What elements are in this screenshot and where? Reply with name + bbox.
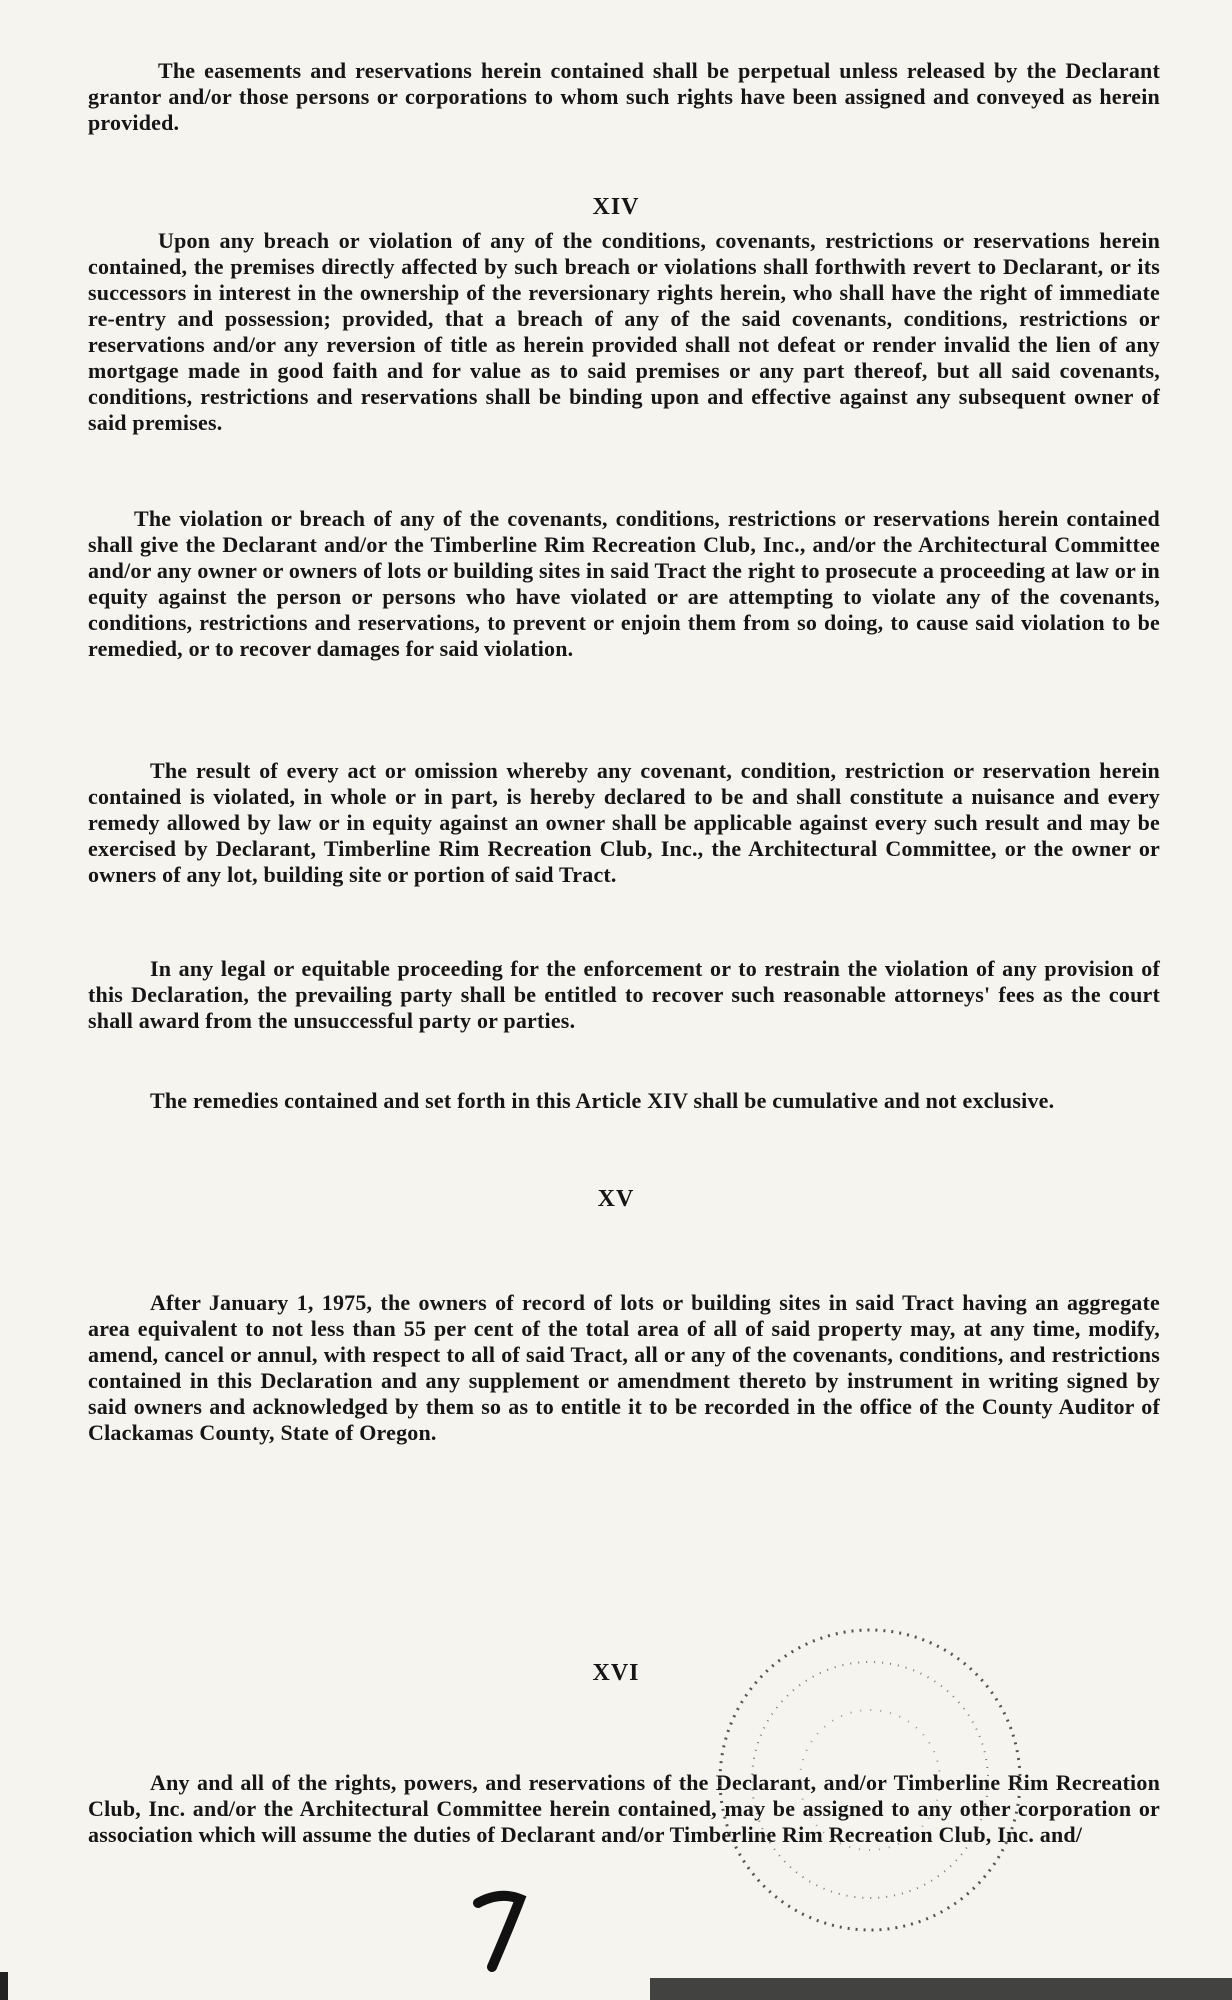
paragraph-easements: The easements and reservations herein contained shall be perpetual unless released by the Declarant grantor and/or those persons or corporations to whom such rights have been assigned and conveyed as herein provided. — [88, 58, 1160, 135]
paragraph-remedies-cumulative: The remedies contained and set forth in this Article XIV shall be cumulative and not exclusive. — [150, 1088, 1055, 1113]
paragraph-assignment: Any and all of the rights, powers, and reservations of the Declarant, and/or Timberline Rim Recreation Club, Inc. and/or the Architectural Committee herein contained, may be assigned to any other corporation or association which will assume the duties of Declarant and/or Timberline Rim Recreation Club, Inc. and/ — [88, 1770, 1160, 1847]
notary-seal-stamp — [700, 1610, 1040, 1950]
article-heading-xv: XV — [597, 1186, 635, 1212]
paragraph-amendment: After January 1, 1975, the owners of record of lots or building sites in said Tract having an aggregate area equivalent to not less than 55 per cent of the total area of all of said property may, at any time, modify, amend, cancel or annul, with respect to all of said Tract, all or any of the covenants, conditions, and restrictions contained in this Declaration and any supplement or amendment thereto by instrument in writing signed by said owners and acknowledged by them so as to entitle it to be recorded in the office of the County Auditor of Clackamas County, State of Oregon. — [88, 1290, 1160, 1445]
handwritten-page-number — [470, 1885, 530, 1975]
article-heading-xiv: XIV — [592, 194, 640, 220]
paragraph-violation-remedy: The violation or breach of any of the covenants, conditions, restrictions or reservations herein contained shall give the Declarant and/or the Timberline Rim Recreation Club, Inc., and/or the Architectural Committee and/or any owner or owners of lots or building sites in said Tract the right to prosecute a proceeding at law or in equity against the person or persons who have violated or are attempting to violate any of the covenants, conditions, restrictions and reservations, to prevent or enjoin them from so doing, to cause said violation to be remedied, or to recover damages for said violation. — [88, 506, 1160, 661]
paragraph-breach-reversion: Upon any breach or violation of any of the conditions, covenants, restrictions or reservations herein contained, the premises directly affected by such breach or violations shall forthwith revert to Declarant, or its successors in interest in the ownership of the reversionary rights herein, who shall have the right of immediate re-entry and possession; provided, that a breach of any of the said covenants, conditions, restrictions or reservations and/or any reversion of title as herein provided shall not defeat or render invalid the lien of any mortgage made in good faith and for value as to said premises or any part thereof, but all said covenants, conditions, restrictions and reservations shall be binding upon and effective against any subsequent owner of said premises. — [88, 228, 1160, 435]
paragraph-nuisance: The result of every act or omission whereby any covenant, condition, restriction or reservation herein contained is violated, in whole or in part, is hereby declared to be and shall constitute a nuisance and every remedy allowed by law or in equity against an owner shall be applicable against every such result and may be exercised by Declarant, Timberline Rim Recreation Club, Inc., the Architectural Committee, or the owner or owners of any lot, building site or portion of said Tract. — [88, 758, 1160, 887]
scan-edge-mark — [0, 1972, 8, 2000]
scan-artifact-bar — [650, 1978, 1232, 2000]
article-heading-xvi: XVI — [592, 1660, 640, 1686]
paragraph-attorneys-fees: In any legal or equitable proceeding for the enforcement or to restrain the violation of any provision of this Declaration, the prevailing party shall be entitled to recover such reasonable attorneys' fees as the court shall award from the unsuccessful party or parties. — [88, 956, 1160, 1033]
